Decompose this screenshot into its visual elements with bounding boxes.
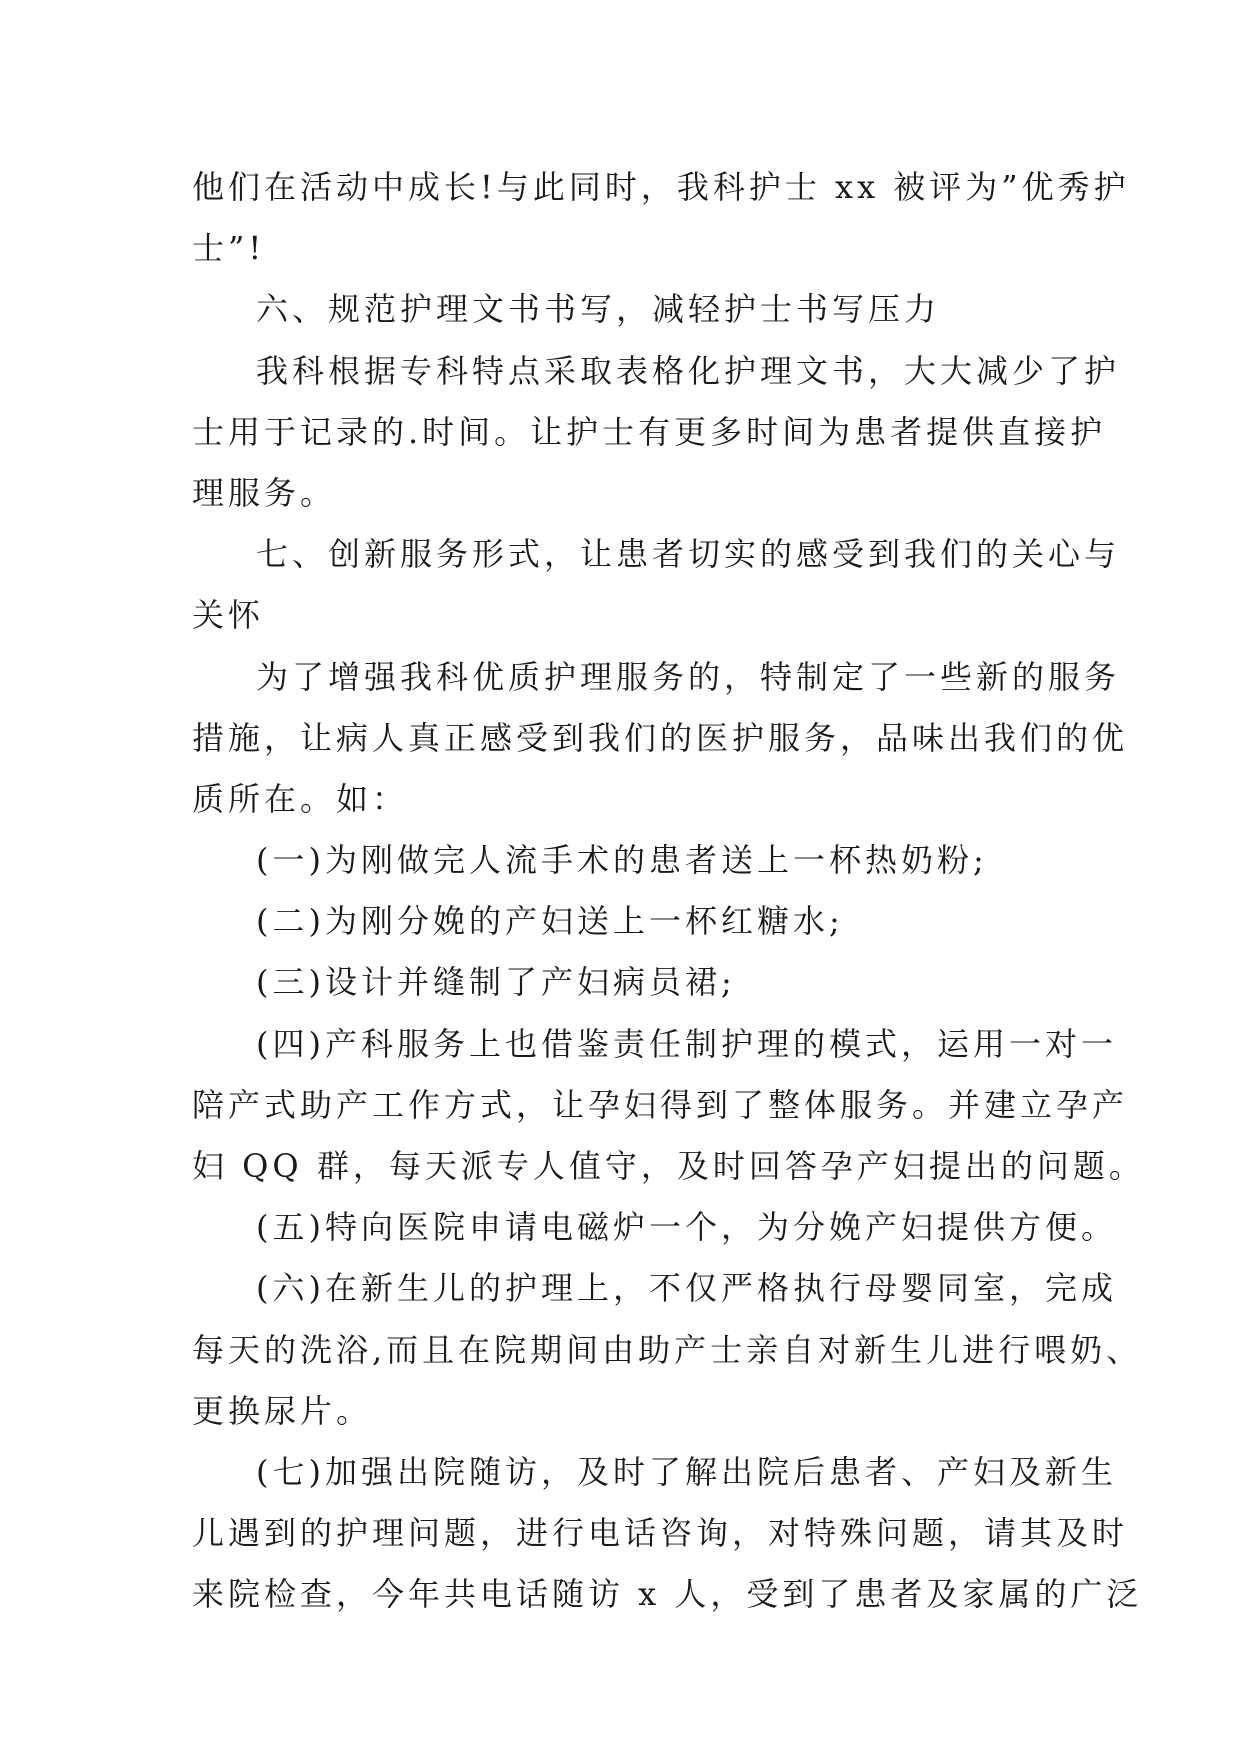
text-line: 更换尿片。 xyxy=(192,1391,373,1430)
text-line: 我科根据专科特点采取表格化护理文书，大大减少了护 xyxy=(256,351,1121,390)
list-item: (一)为刚做完人流手术的患者送上一杯热奶粉; xyxy=(256,841,988,880)
text-line: 质所在。如： xyxy=(192,779,409,818)
list-item: (二)为刚分娩的产妇送上一杯红糖水; xyxy=(256,902,844,941)
text-line: 理服务。 xyxy=(192,473,337,512)
text-line: 措施，让病人真正感受到我们的医护服务，品味出我们的优 xyxy=(192,718,1129,757)
text-line: 妇 QQ 群，每天派专人值守，及时回答孕产妇提出的问题。 xyxy=(192,1147,1145,1185)
list-item: (三)设计并缝制了产妇病员裙; xyxy=(256,963,736,1002)
text-line: 儿遇到的护理问题，进行电话咨询，对特殊问题，请其及时 xyxy=(192,1514,1129,1553)
text-line: 来院检查，今年共电话随访 x 人，受到了患者及家属的广泛 xyxy=(192,1575,1143,1614)
text-line: 士用于记录的.时间。让护士有更多时间为患者提供直接护 xyxy=(192,412,1107,451)
list-item: (六)在新生儿的护理上，不仅严格执行母婴同室，完成 xyxy=(256,1269,1117,1308)
list-item: (四)产科服务上也借鉴责任制护理的模式，运用一对一 xyxy=(256,1024,1117,1063)
list-item: (五)特向医院申请电磁炉一个，为分娩产妇提供方便。 xyxy=(256,1208,1117,1247)
text-line: 他们在活动中成长!与此同时，我科护士 xx 被评为”优秀护 xyxy=(192,168,1130,206)
list-item: (七)加强出院随访，及时了解出院后患者、产妇及新生 xyxy=(256,1452,1117,1491)
section-heading: 六、规范护理文书书写，减轻护士书写压力 xyxy=(256,290,941,329)
text-line: 士”! xyxy=(192,229,266,268)
text-line: 每天的洗浴,而且在院期间由助产士亲自对新生儿进行喂奶、 xyxy=(192,1330,1143,1369)
text-line: 为了增强我科优质护理服务的，特制定了一些新的服务 xyxy=(256,657,1121,696)
section-heading: 七、创新服务形式，让患者切实的感受到我们的关心与 xyxy=(256,535,1121,574)
document-body xyxy=(192,157,1145,1626)
text-line: 陪产式助产工作方式，让孕妇得到了整体服务。并建立孕产 xyxy=(192,1085,1129,1124)
section-heading-continuation: 关怀 xyxy=(192,596,265,635)
